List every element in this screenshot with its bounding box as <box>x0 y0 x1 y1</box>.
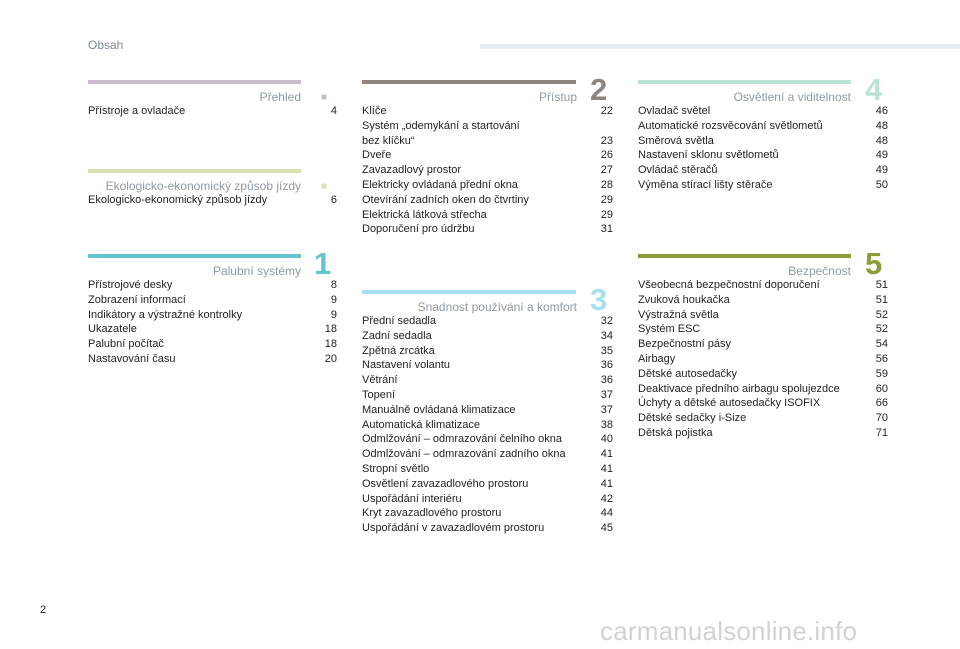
toc-entry-page: 27 <box>600 164 613 177</box>
toc-entry[interactable] <box>362 358 613 373</box>
toc-entry-page: 31 <box>600 223 613 236</box>
toc-entry-page: 42 <box>600 492 613 505</box>
toc-entry[interactable] <box>638 352 888 367</box>
toc-entry-page: 32 <box>600 315 613 327</box>
toc-entry-page: 37 <box>600 388 613 401</box>
toc-entry-page: 23 <box>600 134 613 147</box>
section-title: Bezpečnost <box>788 264 851 278</box>
toc-entry[interactable] <box>88 278 337 293</box>
toc-entry[interactable] <box>638 308 888 323</box>
toc-entry[interactable] <box>638 367 888 382</box>
toc-entry-page: 26 <box>600 149 613 162</box>
toc-entry-page: 28 <box>600 178 613 191</box>
toc-entry-page: 20 <box>324 352 337 365</box>
toc-entry-label: Všeobecná bezpečnostní doporučení <box>638 279 820 291</box>
toc-entry[interactable] <box>362 477 613 492</box>
toc-entry[interactable] <box>362 521 613 536</box>
toc-entry[interactable] <box>88 337 337 352</box>
toc-entry-page: 66 <box>875 397 888 410</box>
toc-entry[interactable] <box>88 193 337 208</box>
toc-entry[interactable] <box>362 462 613 477</box>
toc-entry-page: 4 <box>330 105 337 117</box>
toc-entry-label: Doporučení pro údržbu <box>362 223 475 236</box>
toc-entry-label: Výstražná světla <box>638 308 719 321</box>
section-bar <box>88 254 301 258</box>
toc-entry[interactable] <box>88 293 337 308</box>
toc-entry[interactable] <box>362 104 613 119</box>
toc-entry-page: 59 <box>875 367 888 380</box>
toc-entry-page: 8 <box>330 279 337 291</box>
entry-list <box>88 278 337 367</box>
toc-entry-page: 9 <box>330 308 337 321</box>
toc-entry-page: 50 <box>875 178 888 191</box>
toc-entry-label: Výměna stírací lišty stěrače <box>638 178 773 191</box>
toc-entry-label: Zpětná zrcátka <box>362 344 435 357</box>
toc-entry-label: Palubní počítač <box>88 338 164 351</box>
section-bar <box>88 169 301 173</box>
section-number: 5 <box>865 246 883 281</box>
toc-entry[interactable] <box>362 329 613 344</box>
section-number: 3 <box>590 282 608 317</box>
section-number: 1 <box>314 246 332 281</box>
toc-entry-page: 36 <box>600 359 613 372</box>
toc-entry-page: 37 <box>600 403 613 416</box>
toc-entry[interactable] <box>638 178 888 193</box>
toc-entry-label: Přístrojové desky <box>88 279 173 291</box>
toc-entry-label: Automatická klimatizace <box>362 418 480 431</box>
toc-entry-page: 41 <box>600 477 613 490</box>
toc-entry[interactable] <box>362 314 613 329</box>
toc-entry[interactable] <box>638 293 888 308</box>
toc-entry[interactable] <box>638 134 888 149</box>
toc-entry-page: 9 <box>330 293 337 306</box>
toc-entry-label: Indikátory a výstražné kontrolky <box>88 308 243 321</box>
toc-entry[interactable] <box>362 148 613 163</box>
toc-entry-label: Uspořádání v zavazadlovém prostoru <box>362 522 545 535</box>
toc-entry-page: 18 <box>324 323 337 336</box>
toc-entry-label: Zvuková houkačka <box>638 293 730 306</box>
toc-entry-label: Elektricky ovládaná přední okna <box>362 178 518 191</box>
toc-entry-label: Bezpečnostní pásy <box>638 338 731 351</box>
entry-list <box>88 104 337 119</box>
header-bar <box>480 44 960 49</box>
toc-entry[interactable] <box>638 426 888 441</box>
toc-entry[interactable] <box>362 344 613 359</box>
toc-entry[interactable] <box>362 506 613 521</box>
bullet-icon: ■ <box>321 92 328 103</box>
toc-entry-label: Dětské sedačky i-Size <box>638 412 747 425</box>
toc-entry-page: 29 <box>600 193 613 206</box>
toc-entry-page: 56 <box>875 352 888 365</box>
toc-entry-label: Zadní sedadla <box>362 329 432 342</box>
toc-entry-page: 51 <box>875 279 888 291</box>
toc-entry[interactable] <box>638 382 888 397</box>
toc-entry-page: 46 <box>875 105 888 117</box>
toc-entry-page: 18 <box>324 338 337 351</box>
toc-entry-label: Odmlžování – odmrazování zadního okna <box>362 448 566 461</box>
toc-entry[interactable] <box>638 119 888 134</box>
bullet-icon: ■ <box>321 181 328 192</box>
toc-entry[interactable] <box>362 208 613 223</box>
toc-entry[interactable] <box>362 388 613 403</box>
toc-entry[interactable] <box>638 411 888 426</box>
section-title: Přístup <box>538 90 577 104</box>
entry-list <box>362 104 613 237</box>
toc-entry-label: Dětská pojistka <box>638 426 713 439</box>
section-bar <box>362 290 576 294</box>
section-bar <box>638 80 851 84</box>
toc-entry-label: Zobrazení informací <box>88 293 186 306</box>
section-bar <box>638 254 851 258</box>
toc-entry-label: Ovládač stěračů <box>638 164 718 177</box>
toc-entry-label: Deaktivace předního airbagu spolujezdce <box>638 382 840 395</box>
section-title: Palubní systémy <box>212 264 301 278</box>
toc-entry[interactable] <box>88 308 337 323</box>
toc-entry-label: Topení <box>362 388 396 401</box>
toc-entry-label: Otevírání zadních oken do čtvrtiny <box>362 193 529 206</box>
toc-entry[interactable] <box>638 396 888 411</box>
toc-entry[interactable] <box>362 178 613 193</box>
toc-entry-label: Dětské autosedačky <box>638 367 738 380</box>
toc-entry-label: Kryt zavazadlového prostoru <box>362 507 502 520</box>
toc-entry[interactable] <box>88 352 337 367</box>
toc-entry-page: 41 <box>600 462 613 475</box>
toc-entry-label: Ovladač světel <box>638 105 711 117</box>
toc-entry-page: 70 <box>875 412 888 425</box>
toc-entry-label: Nastavení volantu <box>362 359 451 372</box>
toc-entry-page: 49 <box>875 149 888 162</box>
toc-entry-label: Přední sedadla <box>362 315 436 327</box>
toc-entry-label: Zavazadlový prostor <box>362 164 462 177</box>
toc-entry-label: Úchyty a dětské autosedačky ISOFIX <box>638 397 821 410</box>
toc-entry-page: 38 <box>600 418 613 431</box>
toc-entry[interactable] <box>362 492 613 507</box>
toc-entry[interactable] <box>362 119 613 149</box>
toc-entry-page: 29 <box>600 208 613 221</box>
section-number: 2 <box>590 72 608 107</box>
page-title: Obsah <box>88 38 124 52</box>
toc-entry-label: Směrová světla <box>638 134 714 147</box>
toc-entry-label: Nastavení sklonu světlometů <box>638 149 779 162</box>
toc-entry-label: Klíče <box>362 105 387 117</box>
toc-entry[interactable] <box>362 222 613 237</box>
toc-entry-label: Systém ESC <box>638 323 701 336</box>
toc-entry-page: 48 <box>875 119 888 132</box>
toc-entry[interactable] <box>638 104 888 119</box>
toc-entry-page: 60 <box>875 382 888 395</box>
toc-entry-page: 40 <box>600 433 613 446</box>
section-title: Snadnost používání a komfort <box>417 300 577 314</box>
toc-entry[interactable] <box>362 163 613 178</box>
toc-entry[interactable] <box>638 278 888 293</box>
section-title: Osvětlení a viditelnost <box>733 90 851 104</box>
toc-entry-label: Větrání <box>362 374 398 387</box>
toc-entry[interactable] <box>362 373 613 388</box>
toc-entry-page: 54 <box>875 338 888 351</box>
toc-entry-page: 49 <box>875 164 888 177</box>
toc-entry-label: Odmlžování – odmrazování čelního okna <box>362 433 562 446</box>
entry-list <box>88 193 337 208</box>
toc-entry-page: 52 <box>875 323 888 336</box>
toc-entry-label: Uspořádání interiéru <box>362 492 462 505</box>
page-number: 2 <box>40 604 47 616</box>
watermark: carmanualsonline.info <box>600 616 858 646</box>
toc-entry-page: 35 <box>600 344 613 357</box>
toc-entry[interactable] <box>88 322 337 337</box>
entry-list <box>638 104 888 193</box>
section-number: 4 <box>865 72 883 107</box>
section-bar <box>88 80 301 84</box>
section-title: Přehled <box>259 90 301 104</box>
toc-entry-label: Systém „odemykání a startování bez klíčku“ <box>362 119 520 147</box>
toc-entry-label: Ukazatele <box>88 323 137 336</box>
toc-entry[interactable] <box>88 104 337 119</box>
toc-entry-page: 71 <box>875 426 888 439</box>
toc-entry[interactable] <box>638 322 888 337</box>
toc-entry-label: Osvětlení zavazadlového prostoru <box>362 477 529 490</box>
toc-entry-page: 22 <box>600 105 613 117</box>
section-bar <box>362 80 576 84</box>
toc-entry-page: 44 <box>600 507 613 520</box>
toc-entry-label: Airbagy <box>638 352 676 365</box>
toc-entry-page: 52 <box>875 308 888 321</box>
toc-entry-page: 41 <box>600 448 613 461</box>
toc-entry-page: 6 <box>330 194 337 206</box>
toc-entry-label: Ekologicko-ekonomický způsob jízdy <box>88 194 268 206</box>
toc-entry[interactable] <box>362 447 613 462</box>
toc-entry-page: 45 <box>600 522 613 535</box>
toc-entry-page: 48 <box>875 134 888 147</box>
toc-entry-label: Automatické rozsvěcování světlometů <box>638 119 823 132</box>
toc-entry[interactable] <box>638 148 888 163</box>
toc-entry[interactable] <box>638 163 888 178</box>
toc-entry-label: Manuálně ovládaná klimatizace <box>362 403 516 416</box>
toc-entry[interactable] <box>362 193 613 208</box>
toc-entry[interactable] <box>362 418 613 433</box>
toc-entry-label: Dveře <box>362 149 392 162</box>
toc-entry[interactable] <box>362 432 613 447</box>
toc-entry-label: Nastavování času <box>88 352 176 365</box>
toc-entry-page: 51 <box>875 293 888 306</box>
toc-entry[interactable] <box>362 403 613 418</box>
entry-list <box>638 278 888 441</box>
toc-entry-label: Stropní světlo <box>362 462 430 475</box>
toc-entry-label: Elektrická látková střecha <box>362 208 487 221</box>
section-title: Ekologicko-ekonomický způsob jízdy <box>105 179 301 193</box>
toc-entry-label: Přístroje a ovladače <box>88 105 186 117</box>
entry-list <box>362 314 613 536</box>
toc-entry-page: 34 <box>600 329 613 342</box>
toc-entry-page: 36 <box>600 374 613 387</box>
toc-entry[interactable] <box>638 337 888 352</box>
